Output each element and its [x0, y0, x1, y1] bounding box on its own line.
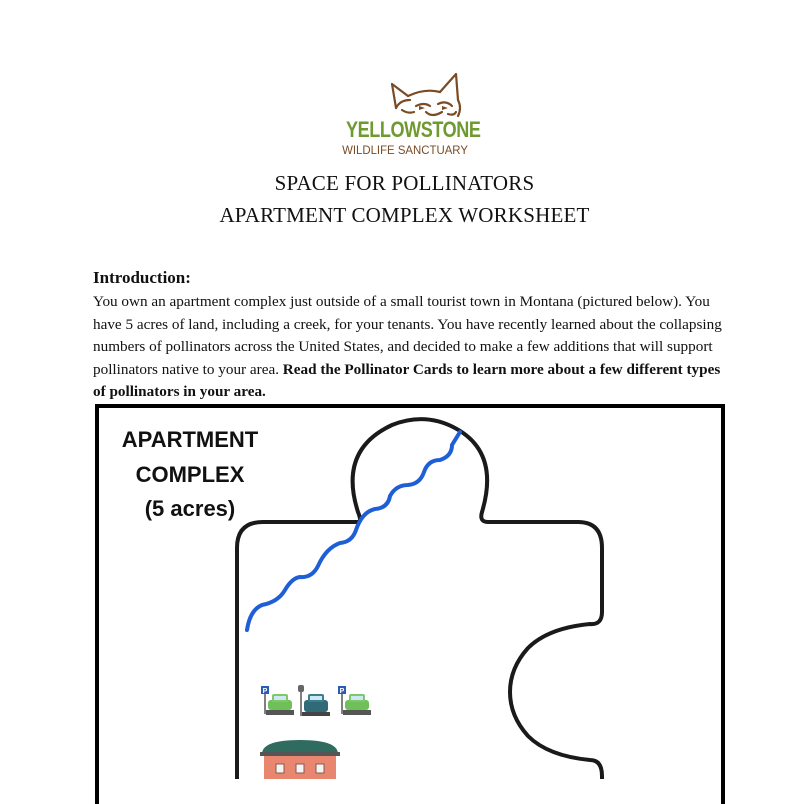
svg-text:P: P — [262, 688, 268, 695]
property-boundary — [237, 419, 602, 779]
apartment-building-icon — [260, 740, 340, 779]
car-icon — [343, 694, 371, 715]
map-acreage: (5 acres) — [144, 496, 236, 521]
map-title-line3 — [100, 496, 280, 522]
logo-subtitle: WILDLIFE SANCTUARY — [342, 143, 468, 157]
intro-text: You own an apartment complex just outside of a small tourist town in Montana (pictured below). You have 5 acres of land, including a creek, for your tenants. You have recently learned about the collapsing numbers of pollinators across the United States, and decided to make a few additions that will support pollinators native to your area. — [93, 293, 722, 378]
map-title-line2: COMPLEX — [135, 462, 245, 487]
page-subtitle: APARTMENT COMPLEX WORKSHEET — [219, 203, 590, 227]
logo-wordmark: YELLOWSTONE — [346, 117, 481, 142]
parking-sign-icon — [261, 686, 269, 714]
parking-sign-icon — [338, 686, 346, 714]
car-icon — [266, 694, 294, 715]
svg-text:P: P — [339, 688, 345, 695]
parking-meter-icon — [298, 685, 304, 716]
intro-heading: Introduction: — [93, 268, 191, 287]
page-title: SPACE FOR POLLINATORS — [274, 171, 535, 195]
car-icon — [302, 694, 330, 716]
map-title-line1: APARTMENT — [121, 427, 259, 452]
intro-bold-text: Read the Pollinator Cards to learn more about a few different types of pollinators in your area. — [93, 360, 721, 400]
